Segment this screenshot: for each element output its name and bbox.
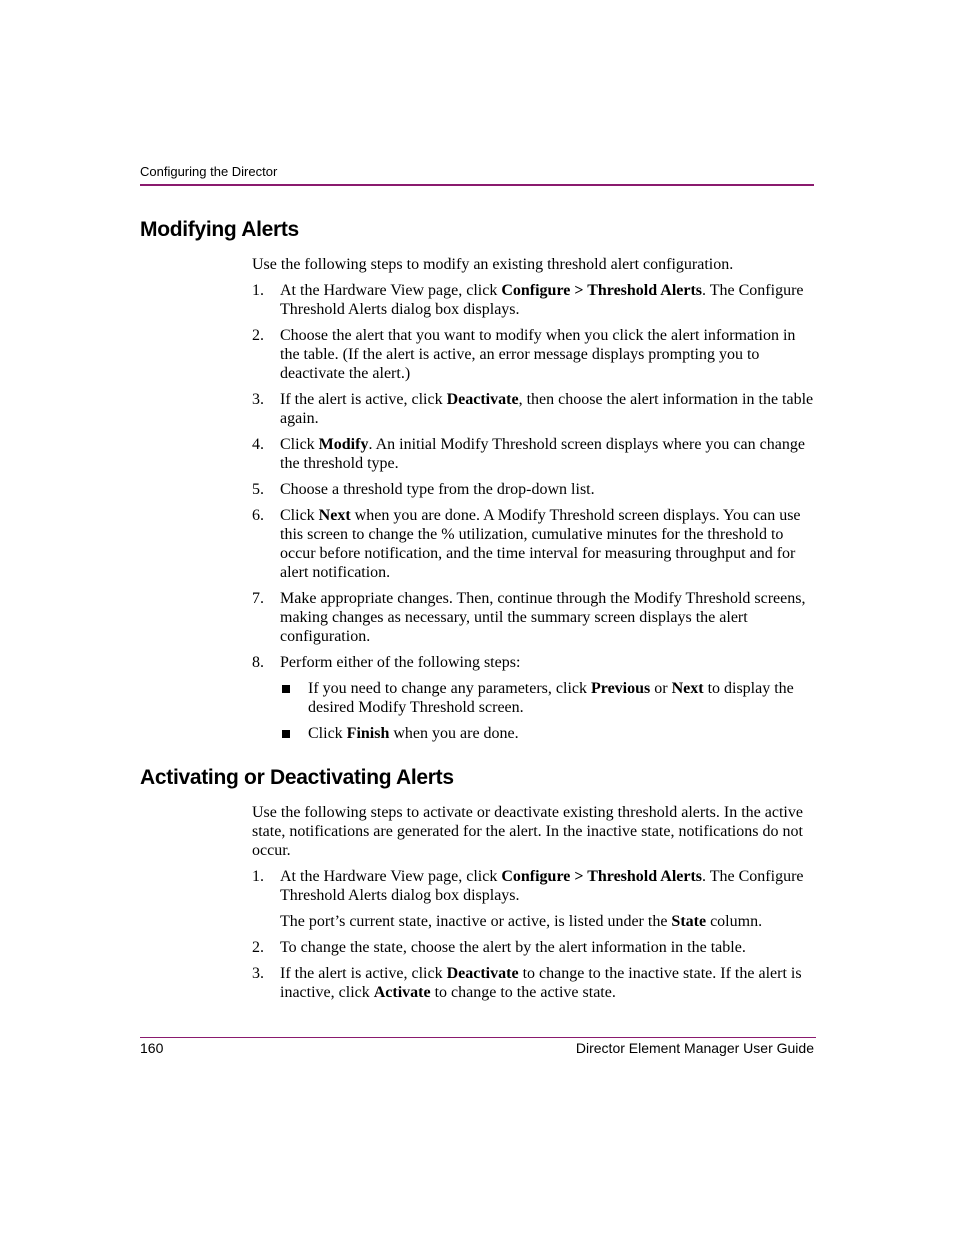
sub-step-item [280,679,814,717]
step-text [280,435,814,473]
ui-term: State [671,913,707,930]
text-run: The port’s current state, inactive or active, is listed under the [280,913,672,930]
text-run: If the alert is active, click [280,965,447,982]
text-run: Choose the alert that you want to modify when you click the alert information in the table. (If the alert is active, an error message displays prompting you to deactivate the alert.) [280,327,796,382]
step-text [280,480,814,499]
text-run: . An initial Modify Threshold screen displays where you can change the threshold type. [280,436,805,472]
step-number: 3. [252,391,264,408]
sub-step-text [308,724,814,743]
text-run: Click [280,507,319,524]
text-run: Click [280,436,319,453]
step-number: 2. [252,939,264,956]
text-run: Click [308,725,347,742]
sub-step-text [308,679,814,717]
steps-list [252,281,814,743]
steps-list [252,867,814,1002]
step-text [280,281,814,319]
sub-step-item [280,724,814,743]
section-title-activating-alerts: Activating or Deactivating Alerts [140,766,454,789]
header-rule [140,184,814,186]
step-number: 5. [252,481,264,498]
square-bullet-icon [282,730,290,738]
step-number: 8. [252,654,264,671]
step-number: 6. [252,507,264,524]
text-run: when you are done. [389,725,519,742]
ui-term: Configure > Threshold Alerts [501,282,703,299]
step-number: 3. [252,965,264,982]
section-title-modifying-alerts: Modifying Alerts [140,218,299,241]
step-item [252,435,814,473]
step-item [252,867,814,931]
step-text [280,390,814,428]
step-text [280,653,814,672]
text-run: column. [706,913,763,930]
running-header: Configuring the Director [140,164,278,179]
section-activating-alerts [252,803,814,1009]
ui-term: Next [671,680,704,697]
ui-term: Modify [318,436,369,453]
step-item [252,326,814,383]
text-run: when you are done. A Modify Threshold screen displays. You can use this screen to change the % utilization, cumulative minutes for the threshold to occur before notification, and the time interval for measuring throughput and for alert notification. [280,507,801,581]
text-run: If the alert is active, click [280,391,447,408]
ui-term: Finish [346,725,390,742]
square-bullet-icon [282,685,290,693]
step-text [280,867,814,905]
section-intro: Use the following steps to activate or deactivate existing threshold alerts. In the active state, notifications are generated for the alert. In the inactive state, notifications do not occur. [252,804,803,859]
step-text [280,589,814,646]
step-number: 2. [252,327,264,344]
step-item [252,480,814,499]
text-run: . The Configure Threshold Alerts dialog box displays. [280,282,804,318]
step-item [252,390,814,428]
step-number: 1. [252,868,264,885]
step-note [280,912,814,931]
text-run: Perform either of the following steps: [280,654,521,671]
step-text [280,964,814,1002]
step-item [252,589,814,646]
sub-steps-list [280,679,814,743]
ui-term: Previous [590,680,651,697]
text-run: If you need to change any parameters, click [308,680,591,697]
text-run: or [650,680,672,697]
section-modifying-alerts [252,255,814,750]
step-text [280,506,814,582]
step-number: 1. [252,282,264,299]
step-item [252,281,814,319]
text-run: to change to the active state. [430,984,616,1001]
text-run: To change the state, choose the alert by the alert information in the table. [280,939,746,956]
text-run: to display the desired Modify Threshold screen. [308,680,794,716]
ui-term: Activate [373,984,431,1001]
step-number: 7. [252,590,264,607]
text-run: , then choose the alert information in the table again. [280,391,814,427]
ui-term: Deactivate [446,965,519,982]
step-item [252,506,814,582]
text-run: At the Hardware View page, click [280,868,502,885]
step-number: 4. [252,436,264,453]
step-item [252,653,814,743]
text-run: . The Configure Threshold Alerts dialog box displays. [280,868,804,904]
step-text [280,326,814,383]
section-intro: Use the following steps to modify an existing threshold alert configuration. [252,256,734,273]
text-run: At the Hardware View page, click [280,282,502,299]
step-text [280,938,814,957]
step-item [252,938,814,957]
step-item [252,964,814,1002]
footer-rule [140,1037,816,1038]
ui-term: Next [318,507,351,524]
ui-term: Deactivate [446,391,519,408]
page-number: 160 [140,1040,164,1056]
text-run: to change to the inactive state. If the alert is inactive, click [280,965,802,1001]
text-run: Choose a threshold type from the drop-down list. [280,481,595,498]
text-run: Make appropriate changes. Then, continue through the Modify Threshold screens, making changes as necessary, until the summary screen displays the alert configuration. [280,590,806,645]
ui-term: Configure > Threshold Alerts [501,868,703,885]
document-title: Director Element Manager User Guide [575,1040,814,1056]
